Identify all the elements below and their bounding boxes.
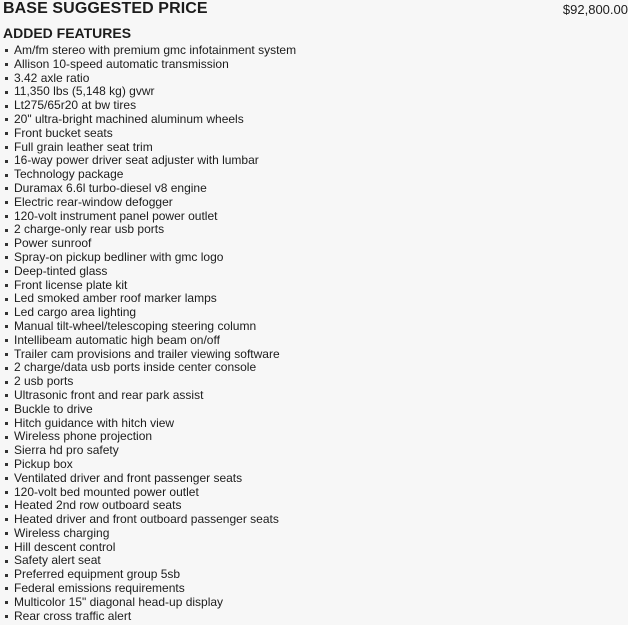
feature-item-label: Ventilated driver and front passenger seats	[14, 470, 243, 485]
feature-item	[5, 403, 296, 417]
feature-item-label: Deep-tinted glass	[14, 263, 108, 278]
feature-item-label: 16-way power driver seat adjuster with lumbar	[14, 153, 259, 168]
feature-item	[5, 472, 296, 486]
bullet-icon	[5, 381, 8, 384]
feature-item	[5, 141, 296, 155]
base-price-label: BASE SUGGESTED PRICE	[3, 0, 208, 17]
bullet-icon	[5, 491, 8, 494]
feature-item	[5, 348, 296, 362]
bullet-icon	[5, 132, 8, 135]
feature-item-label: Wireless charging	[14, 525, 110, 540]
feature-item	[5, 58, 296, 72]
feature-item	[5, 196, 296, 210]
feature-item-label: Pickup box	[14, 456, 73, 471]
feature-item-label: 2 charge-only rear usb ports	[14, 222, 165, 237]
feature-item	[5, 237, 296, 251]
feature-item	[5, 541, 296, 555]
feature-item-label: Trailer cam provisions and trailer viewing software	[14, 346, 280, 361]
feature-item	[5, 375, 296, 389]
bullet-icon	[5, 187, 8, 190]
feature-item-label: Duramax 6.6l turbo-diesel v8 engine	[14, 180, 207, 195]
feature-item	[5, 554, 296, 568]
bullet-icon	[5, 532, 8, 535]
bullet-icon	[5, 546, 8, 549]
feature-item-label: Federal emissions requirements	[14, 581, 185, 596]
bullet-icon	[5, 518, 8, 521]
bullet-icon	[5, 201, 8, 204]
feature-item	[5, 292, 296, 306]
feature-item-label: Buckle to drive	[14, 401, 93, 416]
bullet-icon	[5, 284, 8, 287]
feature-item	[5, 99, 296, 113]
feature-item-label: Electric rear-window defogger	[14, 194, 173, 209]
bullet-icon	[5, 229, 8, 232]
bullet-icon	[5, 463, 8, 466]
bullet-icon	[5, 256, 8, 259]
feature-item-label: 120-volt instrument panel power outlet	[14, 208, 218, 223]
feature-item-label: Allison 10-speed automatic transmission	[14, 56, 229, 71]
feature-item	[5, 182, 296, 196]
bullet-icon	[5, 118, 8, 121]
feature-item	[5, 72, 296, 86]
feature-item	[5, 596, 296, 610]
feature-item	[5, 513, 296, 527]
feature-item-label: Spray-on pickup bedliner with gmc logo	[14, 249, 224, 264]
bullet-icon	[5, 353, 8, 356]
bullet-icon	[5, 505, 8, 508]
bullet-icon	[5, 146, 8, 149]
feature-item-label: Power sunroof	[14, 236, 92, 251]
feature-item	[5, 306, 296, 320]
bullet-icon	[5, 243, 8, 246]
feature-item-label: Hitch guidance with hitch view	[14, 415, 175, 430]
bullet-icon	[5, 105, 8, 108]
bullet-icon	[5, 477, 8, 480]
feature-item-label: 2 usb ports	[14, 374, 74, 389]
feature-item	[5, 154, 296, 168]
feature-item	[5, 527, 296, 541]
feature-item	[5, 210, 296, 224]
bullet-icon	[5, 436, 8, 439]
bullet-icon	[5, 270, 8, 273]
bullet-icon	[5, 312, 8, 315]
feature-item-label: Full grain leather seat trim	[14, 139, 153, 154]
bullet-icon	[5, 49, 8, 52]
bullet-icon	[5, 615, 8, 618]
bullet-icon	[5, 587, 8, 590]
feature-item	[5, 430, 296, 444]
feature-item-label: 11,350 lbs (5,148 kg) gvwr	[14, 84, 155, 99]
added-features-heading: ADDED FEATURES	[3, 25, 132, 41]
feature-item-label: Preferred equipment group 5sb	[14, 567, 181, 582]
feature-item-label: Heated 2nd row outboard seats	[14, 498, 182, 513]
bullet-icon	[5, 77, 8, 80]
bullet-icon	[5, 367, 8, 370]
feature-item	[5, 361, 296, 375]
feature-item-label: 2 charge/data usb ports inside center console	[14, 360, 257, 375]
feature-item	[5, 458, 296, 472]
feature-item	[5, 279, 296, 293]
feature-item-label: Front bucket seats	[14, 125, 113, 140]
feature-item-label: Safety alert seat	[14, 553, 101, 568]
bullet-icon	[5, 325, 8, 328]
bullet-icon	[5, 339, 8, 342]
bullet-icon	[5, 560, 8, 563]
feature-item-label: Sierra hd pro safety	[14, 443, 119, 458]
feature-item-label: 120-volt bed mounted power outlet	[14, 484, 199, 499]
feature-item	[5, 265, 296, 279]
feature-item-label: Front license plate kit	[14, 277, 128, 292]
feature-item-label: 3.42 axle ratio	[14, 70, 90, 85]
bullet-icon	[5, 174, 8, 177]
feature-item	[5, 568, 296, 582]
feature-item-label: Intellibeam automatic high beam on/off	[14, 332, 220, 347]
bullet-icon	[5, 422, 8, 425]
feature-item-label: Am/fm stereo with premium gmc infotainment system	[14, 43, 297, 57]
feature-item-label: Led smoked amber roof marker lamps	[14, 291, 217, 306]
bullet-icon	[5, 394, 8, 397]
base-price-value: $92,800.00	[562, 2, 628, 17]
feature-item-label: Multicolor 15" diagonal head-up display	[14, 594, 224, 609]
feature-item	[5, 486, 296, 500]
feature-item	[5, 85, 296, 99]
base-price-row	[3, 0, 628, 18]
feature-item	[5, 320, 296, 334]
feature-item-label: Ultrasonic front and rear park assist	[14, 387, 204, 402]
feature-item-label: Wireless phone projection	[14, 429, 153, 444]
feature-item	[5, 127, 296, 141]
feature-item	[5, 334, 296, 348]
bullet-icon	[5, 408, 8, 411]
feature-item	[5, 113, 296, 127]
bullet-icon	[5, 63, 8, 66]
feature-item-label: Hill descent control	[14, 539, 116, 554]
feature-item-label: Led cargo area lighting	[14, 305, 137, 320]
bullet-icon	[5, 298, 8, 301]
feature-item-label: Heated driver and front outboard passenger seats	[14, 512, 279, 527]
feature-item	[5, 417, 296, 431]
feature-item	[5, 251, 296, 265]
bullet-icon	[5, 574, 8, 577]
feature-item-label: Lt275/65r20 at bw tires	[14, 98, 137, 113]
feature-item	[5, 389, 296, 403]
feature-list	[5, 44, 296, 623]
bullet-icon	[5, 601, 8, 604]
feature-item-label: Rear cross traffic alert	[14, 608, 132, 623]
feature-item	[5, 610, 296, 624]
bullet-icon	[5, 160, 8, 163]
feature-item-label: 20" ultra-bright machined aluminum wheels	[14, 111, 244, 126]
feature-item-label: Technology package	[14, 167, 124, 182]
feature-item-label: Manual tilt-wheel/telescoping steering column	[14, 318, 257, 333]
feature-item	[5, 499, 296, 513]
bullet-icon	[5, 450, 8, 453]
feature-item	[5, 223, 296, 237]
feature-item	[5, 168, 296, 182]
feature-item	[5, 44, 296, 58]
bullet-icon	[5, 91, 8, 94]
bullet-icon	[5, 215, 8, 218]
feature-item	[5, 444, 296, 458]
feature-item	[5, 582, 296, 596]
